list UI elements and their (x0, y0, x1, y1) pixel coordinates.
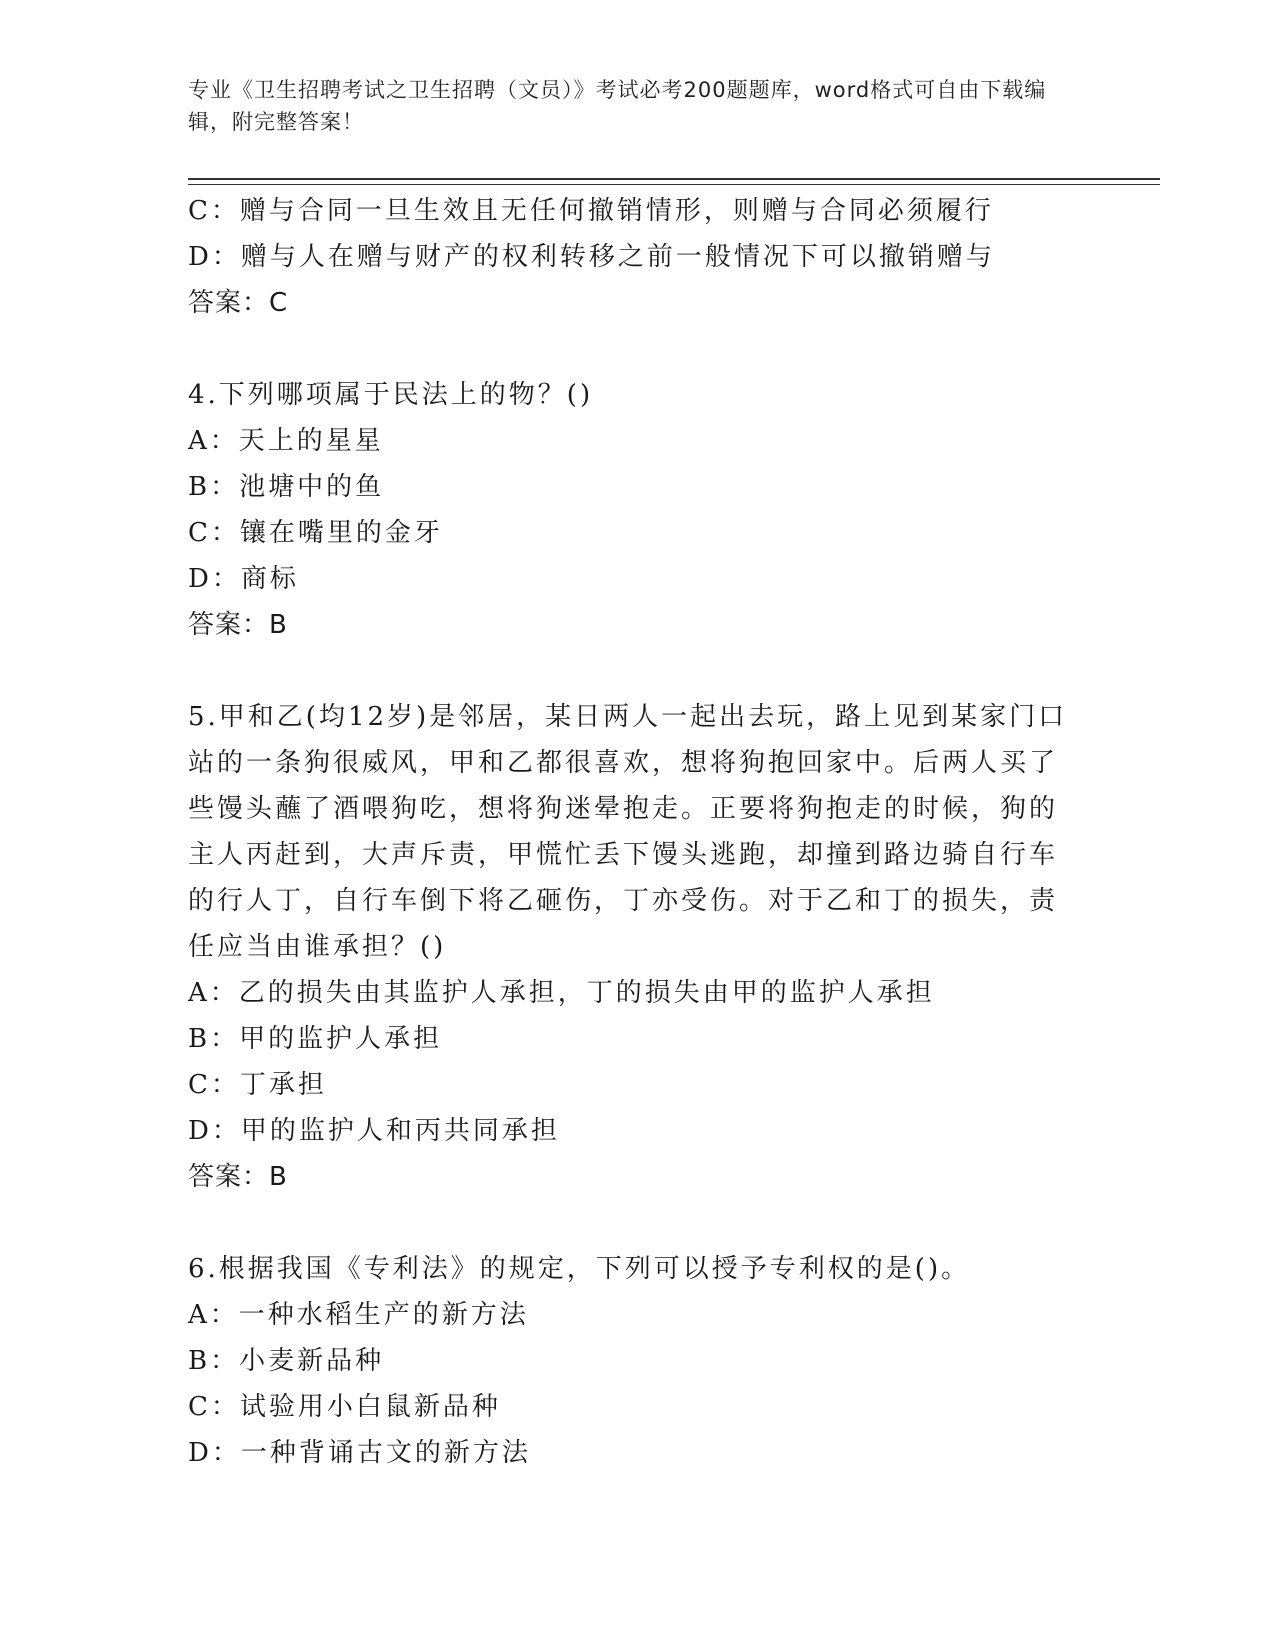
option-c: C：试验用小白鼠新品种 (188, 1392, 501, 1422)
answer: 答案：B (188, 1162, 288, 1192)
question-5 (188, 694, 1088, 1200)
option-d: D：商标 (188, 564, 299, 594)
header-rule-thick (188, 178, 1160, 180)
option-c: C：镶在嘴里的金牙 (188, 518, 443, 548)
document-header (188, 74, 1068, 138)
header-text: 专业《卫生招聘考试之卫生招聘（文员）》考试必考200题题库，word格式可自由下载编辑，附完整答案！ (188, 78, 1047, 134)
question-stem: 6.根据我国《专利法》的规定，下列可以授予专利权的是()。 (188, 1254, 971, 1284)
document-body (188, 188, 1088, 1476)
question-stem: 5.甲和乙(均12岁)是邻居，某日两人一起出去玩，路上见到某家门口站的一条狗很威风，甲和乙都很喜欢，想将狗抱回家中。后两人买了些馒头蘸了酒喂狗吃，想将狗迷晕抱走。正要将狗抱走的时候，狗的主人丙赶到，大声斥责，甲慌忙丢下馒头逃跑，却撞到路边骑自行车的行人丁，自行车倒下将乙砸伤，丁亦受伤。对于乙和丁的损失，责任应当由谁承担？() (188, 702, 1068, 962)
option-c: C：丁承担 (188, 1070, 327, 1100)
option-c: C：赠与合同一旦生效且无任何撤销情形，则赠与合同必须履行 (188, 196, 994, 226)
question-6 (188, 1246, 1088, 1476)
option-d: D：赠与人在赠与财产的权利转移之前一般情况下可以撤销赠与 (188, 242, 995, 272)
option-b: B：池塘中的鱼 (188, 472, 385, 502)
prev-question-tail (188, 188, 1088, 326)
header-rule-thin (188, 184, 1160, 185)
option-d: D：甲的监护人和丙共同承担 (188, 1116, 560, 1146)
option-b: B：甲的监护人承担 (188, 1024, 443, 1054)
question-4 (188, 372, 1088, 648)
option-a: A：乙的损失由其监护人承担，丁的损失由甲的监护人承担 (188, 978, 935, 1008)
option-b: B：小麦新品种 (188, 1346, 385, 1376)
question-stem: 4.下列哪项属于民法上的物？() (188, 380, 594, 410)
answer: 答案：C (188, 288, 289, 318)
option-a: A：天上的星星 (188, 426, 384, 456)
option-d: D：一种背诵古文的新方法 (188, 1438, 531, 1468)
option-a: A：一种水稻生产的新方法 (188, 1300, 529, 1330)
answer: 答案：B (188, 610, 288, 640)
